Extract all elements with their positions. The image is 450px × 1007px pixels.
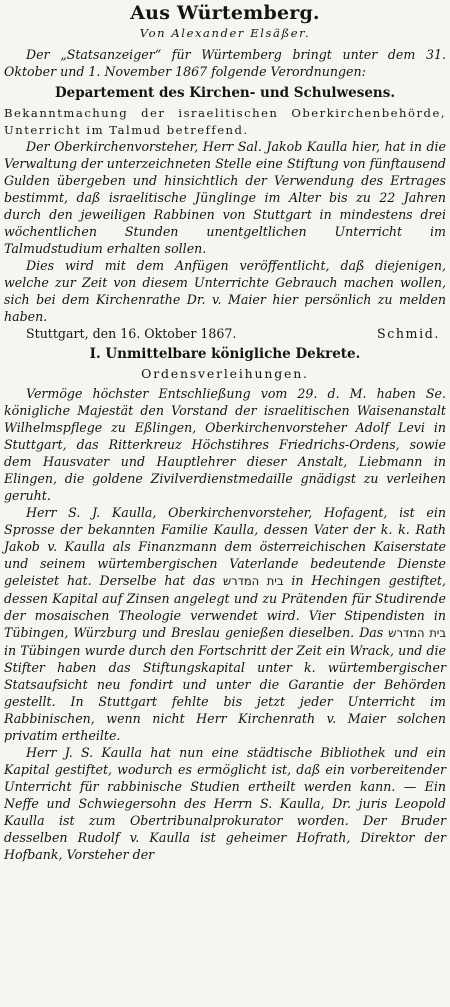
section2-body [4,385,446,863]
section1-body [4,138,446,325]
intro-paragraph: Der „Statsanzeiger“ für Würtemberg bringt unter dem 31. Oktober und 1. November 1867 folgende Verordnungen: [4,47,446,79]
para2-part-c: in Tübingen wurde durch den Fortschritt der Zeit ein Wrack, und die Stifter haben das Stiftungskapital unter k. würtembergischer Statsaufsicht neu fondirt und unter die Garantie der Behörden gestellt. In Stuttgart fehlte bis jetzt jeder Unterricht im Rabbinischen, wenn nicht Herr Kirchenrath v. Maier solchen privatim ertheilte. [4,643,446,744]
signature-place: Stuttgart, den 16. Oktober 1867. [26,326,237,342]
article-title: Aus Würtemberg. [130,2,320,24]
section2-paragraph-2 [4,504,446,744]
section1-paragraph-2: Dies wird mit dem Anfügen veröffentlicht, daß diejenigen, welche zur Zeit von diesem Unterrichte Gebrauch machen wollen, sich bei dem Kirchenrathe Dr. v. Maier hier persönlich zu melden haben. [4,258,446,325]
signature-line [4,325,446,342]
section2-paragraph-1: Vermöge höchster Entschließung vom 29. d. M. haben Se. königliche Majestät den Vorstand der israelitischen Waisenanstalt Wilhelmspflege zu Eßlingen, Oberkirchenvorsteher Adolf Levi in Stuttgart, das Ritterkreuz Höchstihres Friedrichs-Ordens, sowie dem Hausvater und Hauptlehrer dieser Anstalt, Liebmann in Elingen, die goldene Zivilverdienstmedaille gnädigst zu verleihen geruht. [4,386,446,504]
article-author: Von Alexander Elsäßer. [139,26,311,40]
signature-name: Schmid. [376,326,440,342]
department-heading: Departement des Kirchen- und Schulwesens. [54,85,396,101]
section1-paragraph-1: Der Oberkirchenvorsteher, Herr Sal. Jakob Kaulla hier, hat in die Verwaltung der unterzeichneten Stelle eine Stiftung von fünftausend Gulden übergeben und hinsichtlich der Verwendung des Ertrages bestimmt, daß israelitische Jünglinge im Alter bis zu 22 Jahren durch den jeweiligen Rabbinen von Stuttgart in mindestens drei wöchentlichen Stunden unentgeltlichen Unterricht im Talmudstudium erhalten sollen. [4,139,446,257]
hebrew-term-1: בית המדרש [222,574,284,589]
royal-decrees-heading: I. Unmittelbare königliche Dekrete. [89,346,361,363]
para2-part-a: Herr S. J. Kaulla, Oberkirchenvorsteher, Hofagent, ist ein Sprosse der bekannten Familie Kaulla, dessen Vater der k. k. Rath Jakob v. Kaulla als Finanzmann dem österreichischen Kaiserstate und seinem würtembergischen Vaterlande bedeutende Dienste geleistet hat. Derselbe hat das [4,505,446,589]
announcement-line: Bekanntmachung der israelitischen Oberkirchenbehörde, Unterricht im Talmud betreffend. [4,106,446,137]
hebrew-term-2: בית המדרש [388,626,446,641]
orders-subheading: Ordensverleihungen. [141,366,309,382]
intro-block [4,46,446,80]
section2-paragraph-3: Herr J. S. Kaulla hat nun eine städtische Bibliothek und ein Kapital gestiftet, wodurch es ermöglicht ist, daß ein vorbereitender Unterricht für rabbinische Studien ertheilt werden kann. — Ein Neffe und Schwiegersohn des Herrn S. Kaulla, Dr. juris Leopold Kaulla ist zum Obertribunalprokurator worden. Der Bruder desselben Rudolf v. Kaulla ist geheimer Hofrath, Direktor der Hofbank, Vorsteher der [4,745,446,863]
para2-part-b: in Hechingen gestiftet, dessen Kapital auf Zinsen angelegt und zu Prätenden für Studirende der mosaischen Theologie verwendet wird. Vier Stipendisten in Tübingen, Würzburg und Breslau genießen dieselben. Das [4,573,446,641]
